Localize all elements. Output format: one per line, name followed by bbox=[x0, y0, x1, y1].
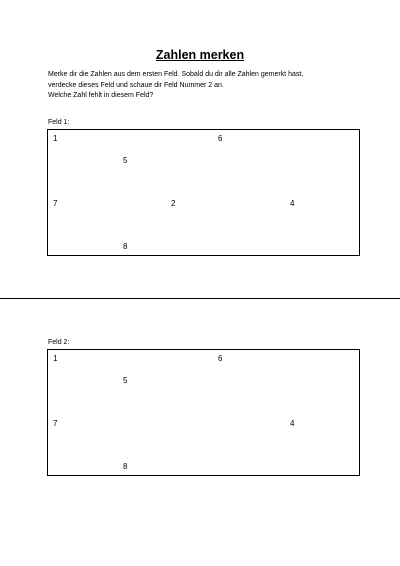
field-1-box bbox=[47, 129, 360, 256]
field-2-number: 8 bbox=[123, 462, 128, 471]
instructions bbox=[48, 70, 378, 102]
field-2-number: 4 bbox=[290, 419, 295, 428]
field-2-number: 1 bbox=[53, 354, 58, 363]
page-title: Zahlen merken bbox=[155, 48, 245, 62]
field-1-number: 1 bbox=[53, 134, 58, 143]
field-1-number: 2 bbox=[171, 199, 176, 208]
field-1-number: 8 bbox=[123, 242, 128, 251]
field-1-number: 7 bbox=[53, 199, 58, 208]
field-2-number: 5 bbox=[123, 376, 128, 385]
field-1-label: Feld 1: bbox=[48, 119, 70, 126]
field-2-number: 6 bbox=[218, 354, 223, 363]
field-2-label: Feld 2: bbox=[48, 339, 70, 346]
cut-line-divider bbox=[0, 298, 400, 299]
field-2-box bbox=[47, 349, 360, 476]
field-2-number: 7 bbox=[53, 419, 58, 428]
instruction-line: Merke dir die Zahlen aus dem ersten Feld. Sobald du dir alle Zahlen gemerkt hast, bbox=[48, 71, 304, 78]
instruction-line: verdecke dieses Feld und schaue dir Feld Nummer 2 an. bbox=[48, 81, 224, 89]
field-1-number: 5 bbox=[123, 156, 128, 165]
field-1-number: 4 bbox=[290, 199, 295, 208]
field-1-number: 6 bbox=[218, 134, 223, 143]
instruction-line: Welche Zahl fehlt in diesem Feld? bbox=[48, 92, 154, 99]
